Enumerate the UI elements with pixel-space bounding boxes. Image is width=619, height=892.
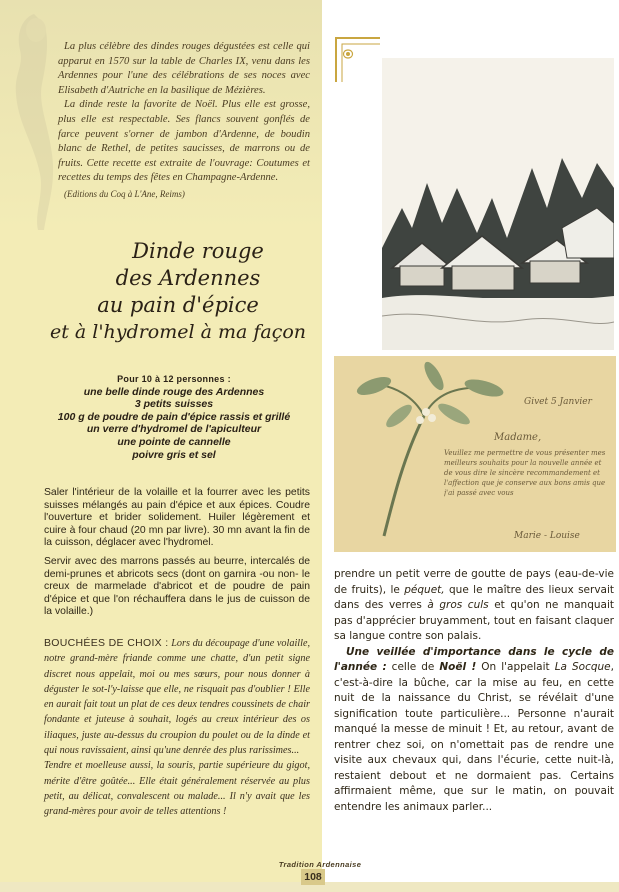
mistletoe-postcard-illustration (334, 356, 616, 552)
right-text-1: prendre un petit verre de goutte de pays (eau-de-vie de fruits), le (334, 568, 614, 596)
ingredients-list (40, 373, 308, 461)
right-text-gros-culs: à gros culs (427, 599, 489, 611)
postcard-date: Givet 5 Janvier (524, 397, 592, 407)
right-column-text (334, 567, 614, 815)
title-line-3: au pain d'épice (97, 293, 259, 317)
right-text-noel: Noël ! (439, 661, 477, 673)
preparation-paragraph-2: Servir avec des marrons passés au beurre, intercalés de demi-prunes et abricots secs (dont on garnira -ou non- le creux de marmelade d'abricot et de poudre de pain d'épice et que l'on réchauffera dans le jus de cuisson de la volaille.) (44, 555, 310, 618)
postcard-signature: Marie - Louise (514, 531, 580, 541)
bouchees-section (44, 636, 310, 820)
ingredient-item: une pointe de cannelle (117, 435, 231, 448)
right-text-5: On l'appelait (476, 661, 555, 673)
title-line-4: et à l'hydromel à ma façon (49, 321, 307, 343)
intro-paragraph-2: La dinde reste la favorite de Noël. Plus elle est grosse, plus elle est respectable. Ses flancs souvent gonflés de farce peuvent s'orner de jambon d'Ardenne, de boudin blanc de Rethel, de petites saucisses, de marrons ou de fruits. Cette recette est extraite de l'ouvrage: Coutumes et recettes du temps des fêtes en Champagne-Ardenne. (58, 99, 310, 184)
right-subheading: Une veillée d'importance dans le cycle de l'année : (334, 645, 614, 673)
bouchees-paragraph-1 (44, 636, 310, 758)
footer-label: Tradition Ardennaise (278, 860, 362, 869)
intro-credit: (Editions du Coq à L'Ane, Reims) (64, 188, 185, 199)
bouchees-text-1: Lors du découpage d'une volaille, notre grand-mère friande comme une chatte, d'un petit signe discret nous appelait, moi ou mes sœurs, pour nous donner à déguster le sot-l'y-laisse que elle, ne risquait pas d'oublier ! Elle en aurait fait tout un plat de ces deux tendres coussinets de chair fondante et juteuse à souhait, logés au creux intérieur des os iliaques, juste au-dessus du croupion du poulet ou de la dinde et qui nous ravissaient, ainsi qu'une denrée des plus rarissimes... (44, 638, 311, 757)
postcard-salutation: Madame, (494, 432, 542, 443)
right-paragraph-1 (334, 567, 614, 645)
recipe-title (38, 238, 318, 346)
bouchees-paragraph-2: Tendre et moelleuse aussi, la souris, partie supérieure du gigot, mérite d'être goûtée... Elle était généralement réservée au plus petit, au délicat, convalescent ou malade... Il n'y avait que les grand-mères pour avoir de telles attentions ! (44, 760, 310, 818)
ingredient-item: poivre gris et sel (132, 448, 216, 461)
winter-village-illustration (382, 58, 614, 350)
right-text-3: et qu'on ne manquait pas d'apprécier bruyamment, tout en faisant claquer sa langue contre son palais. (334, 599, 615, 642)
title-line-2: des Ardennes (115, 266, 261, 290)
ingredient-item: 3 petits suisses (134, 398, 214, 411)
ingredient-item: une belle dinde rouge des Ardennes (83, 385, 265, 398)
ingredient-item: 100 g de poudre de pain d'épice rassis et grillé (57, 410, 291, 423)
right-text-socque: La Socque (554, 661, 611, 673)
preparation-text (44, 487, 310, 625)
right-text-6: , c'est-à-dire la bûche, car la mise au feu, en cette nuit de la naissance du Christ, se révélait d'une signification toute particulière... Personne n'aurait manqué la messe de minuit ! Et, au retour, avant de rentrer chez soi, on n'omettait pas de rendre une visite aux chevaux qui, dans l'écurie, cette nuit-là, restaient debout et ne dormaient pas. Certains affirmaient même, que sur le matin, on pouvait entendre les animaux parler... (334, 661, 614, 813)
right-paragraph-2 (334, 645, 614, 816)
preparation-paragraph-1: Saler l'intérieur de la volaille et la fourrer avec les petits suisses mélangés au pain d'épice et aux épices. Coudre l'ouverture et brider solidement. Huiler légèrement et cuire à four chaud (20 mn par livre). 30 mn avant la fin de la cuisson, déglacer avec l'hydromel. (44, 487, 310, 549)
right-text-pequet: péquet, (404, 583, 445, 596)
turkey-illustration (4, 4, 64, 234)
ingredient-item: un verre d'hydromel de l'apiculteur (86, 423, 262, 436)
bouchees-lead: BOUCHÉES DE CHOIX : (44, 637, 169, 649)
ingredients-header: Pour 10 à 12 personnes : (117, 374, 231, 384)
right-text-4: celle de (386, 661, 440, 673)
right-text-2: que le maître des lieux servait dans des verres (334, 583, 614, 611)
page-number: 108 (301, 869, 325, 885)
postcard-message: Veuillez me permettre de vous présenter mes meilleurs souhaits pour la nouvelle année et de vous dire le sincère recommandement et l'affection que je conserve aux bons amis que j'ai passé avec vous (444, 449, 606, 497)
intro-paragraph-1: La plus célèbre des dindes rouges dégustées est celle qui apparut en 1570 sur la table de Charles IX, venu dans les Ardennes pour l'une des célébrations de ses noces avec Elisabeth d'Autriche en la basilique de Mézières. (58, 41, 310, 96)
title-line-1: Dinde rouge (132, 239, 264, 263)
intro-text (58, 40, 310, 202)
corner-ornament-icon (334, 36, 382, 84)
